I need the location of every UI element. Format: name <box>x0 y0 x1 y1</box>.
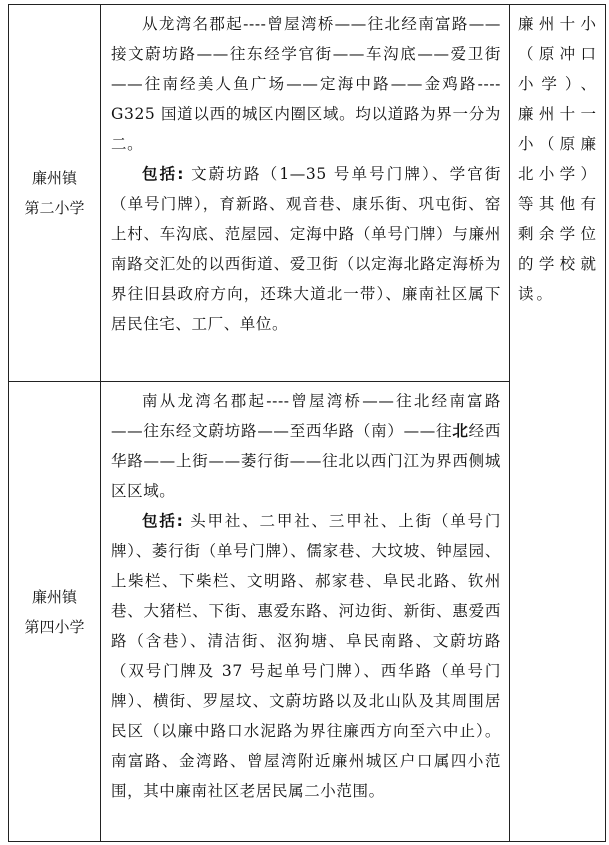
boundary-text: 经西华路——上街——萎行街——往北以西门江为界西侧城区区域。 <box>111 422 501 500</box>
includes-paragraph <box>111 506 501 806</box>
boundary-text: 南从龙湾名郡起----曾屋湾桥——往北经南富路——往东经文蔚坊路——至西华路（南）——往 <box>111 392 501 440</box>
boundary-emphasis: 北 <box>452 422 469 440</box>
district-area-cell <box>101 382 509 842</box>
district-area-cell <box>101 5 509 381</box>
includes-text: 头甲社、二甲社、三甲社、上街（单号门牌）、萎行街（单号门牌）、儒家巷、大坟坡、钟屋园、上柴栏、下柴栏、文明路、郝家巷、阜民北路、钦州巷、大猪栏、下街、惠爱东路、河边街、新街、惠爱西路（含巷）、清洁街、沤狗塘、阜民南路、文蔚坊路（双号门牌及 37 号起单号门牌）、西华路（单号门牌）、横街、罗屋坟、文蔚坊路以及北山队及其周围居民区（以廉中路口水泥路为界往廉西方向至六中止）。南富路、金湾路、曾屋湾附近廉州城区户口属四小范围，其中廉南社区老居民属二小范围。 <box>111 512 501 800</box>
includes-label: 包括: <box>142 165 185 183</box>
boundary-description: 从龙湾名郡起----曾屋湾桥——往北经南富路——接文蔚坊路——往东经学官街——车沟底——爱卫街——往南经美人鱼广场——定海中路——金鸡路----G325 国道以西的城区内圈区域。均以道路为界一分为二。 <box>111 15 501 153</box>
includes-paragraph <box>111 159 501 339</box>
school-town: 廉州镇 <box>31 169 77 187</box>
remarks-text: 廉州十小（原冲口小学）、廉州十一小（原廉北小学）等其他有剩余学位的学校就读。 <box>518 15 599 303</box>
boundary-description <box>111 386 501 506</box>
school-district-table <box>8 4 606 842</box>
includes-text: 文蔚坊路（1—35 号单号门牌）、学官街（单号门牌），育新路、观音巷、康乐街、巩屯街、窑上村、车沟底、范屋园、定海中路（单号门牌）与廉州南路交汇处的以西街道、爱卫街（以定海北路定海桥为界往旧县政府方向，还珠大道北一带）、廉南社区属下居民住宅、工厂、单位。 <box>111 165 501 333</box>
school-town: 廉州镇 <box>31 588 77 606</box>
school-name: 第四小学 <box>24 618 85 636</box>
school-name-cell <box>9 5 100 381</box>
includes-label: 包括: <box>142 512 184 530</box>
remarks-cell <box>510 5 605 843</box>
school-name: 第二小学 <box>24 199 85 217</box>
school-name-cell <box>9 382 100 842</box>
